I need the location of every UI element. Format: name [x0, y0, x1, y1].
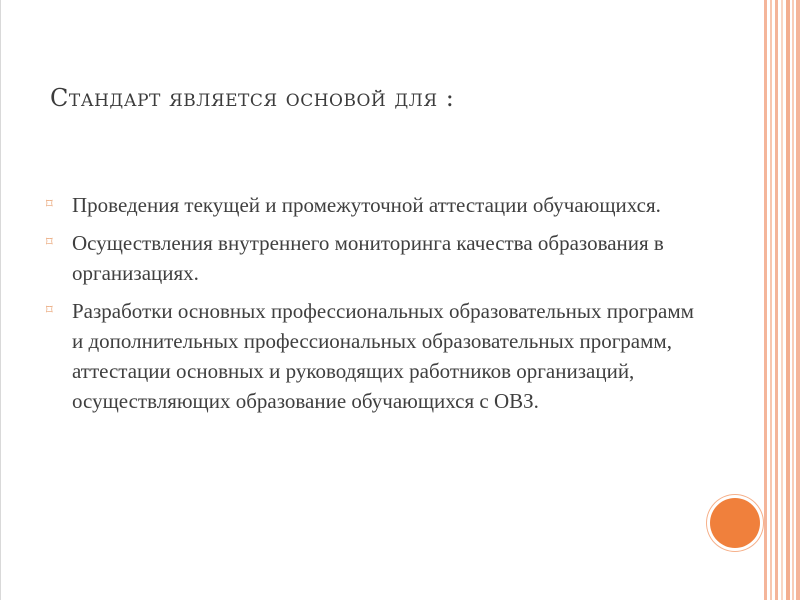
bullet-icon: ⌑: [46, 303, 53, 318]
list-item-text: Проведения текущей и промежуточной аттестации обучающихся.: [72, 193, 661, 217]
decorative-stripe: [786, 0, 790, 600]
decorative-stripe: [792, 0, 794, 600]
decorative-circle: [710, 498, 760, 548]
list-item: [46, 296, 706, 416]
slide-border-left: [0, 0, 1, 600]
list-item: [46, 228, 706, 288]
decorative-stripe: [764, 0, 767, 600]
decorative-stripe: [775, 0, 778, 600]
decorative-stripe: [770, 0, 772, 600]
list-item-text: Разработки основных профессиональных образовательных программ и дополнительных профессиональных образовательных программ, аттестации основных и руководящих работников организаций, осуществляющих образование обучающихся с ОВЗ.: [72, 299, 694, 413]
decorative-stripe: [781, 0, 783, 600]
decorative-stripe: [796, 0, 800, 600]
bullet-list: [46, 190, 706, 424]
bullet-icon: ⌑: [46, 235, 53, 250]
list-item-text: Осуществления внутреннего мониторинга качества образования в организациях.: [72, 231, 664, 285]
list-item: [46, 190, 706, 220]
bullet-icon: ⌑: [46, 197, 53, 212]
slide-title: Стандарт является основой для :: [50, 84, 455, 112]
